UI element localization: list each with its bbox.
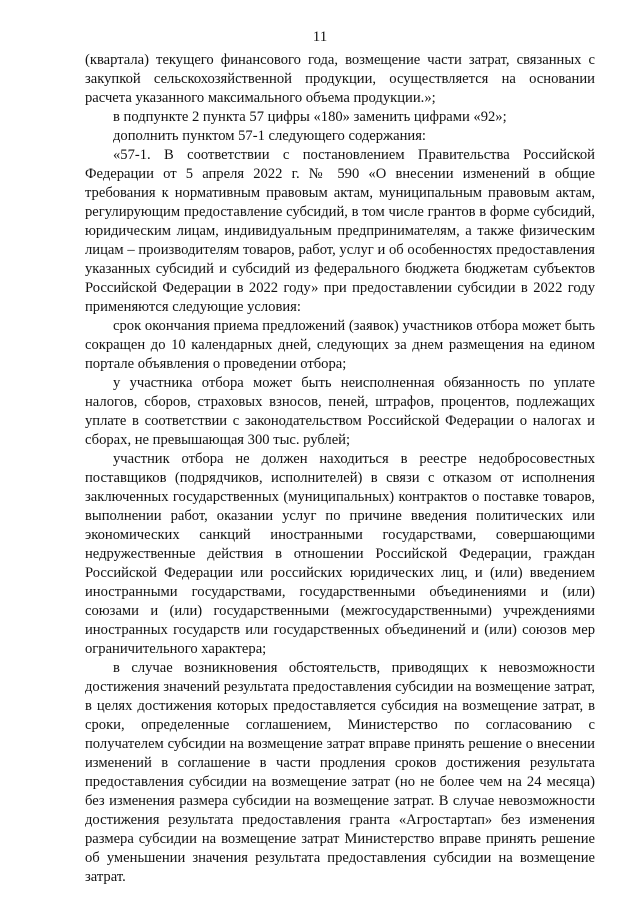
paragraph-add-item: дополнить пунктом 57-1 следующего содержания: [113,128,426,144]
paragraph-tax-debt-condition: у участника отбора может быть неисполненная обязанность по уплате налогов, сборов, страховых взносов, пеней, штрафов, процентов, подлежащих уплате в соответствии с законодательством Российской Федерации о налогах и сборах, не превышающая 300 тыс. рублей; [85,375,595,448]
paragraph-amendment-digits: в подпункте 2 пункта 57 цифры «180» заменить цифрами «92»; [113,109,507,125]
paragraph-item-57-1: «57-1. В соответствии с постановлением Правительства Российской Федерации от 5 апреля 2022 г. № 590 «О внесении изменений в общие требования к нормативным правовым актам, муниципальным правовым актам, регулирующим предоставление субсидий, в том числе грантов в форме субсидий, юридическим лицам, индивидуальным предпринимателям, а также физическим лицам – производителям товаров, работ, услуг и об особенностях предоставления указанных субсидий и субсидий из федерального бюджета бюджетам субъектов Российской Федерации в 2022 году» при предоставлении субсидии в 2022 году применяются следующие условия: [85,147,595,315]
document-body [85,51,595,887]
paragraph-registry-condition: участник отбора не должен находиться в реестре недобросовестных поставщиков (подрядчиков, исполнителей) в связи с отказом от исполнения заключенных государственных (муниципальных) контрактов о поставке товаров, выполнении работ, оказании услуг по причине введения политических или экономических санкций иностранными государствами, совершающими недружественные действия в отношении Российской Федерации, граждан Российской Федерации или российских юридических лиц, и (или) введением иностранными государствами, государственными объединениями и (или) союзами и (или) государственными (межгосударственными) учреждениями иностранных государств или государственных объединений и (или) союзов мер ограничительного характера; [85,451,595,657]
paragraph-deadline-condition: срок окончания приема предложений (заявок) участников отбора может быть сокращен до 10 календарных дней, следующих за днем размещения на едином портале объявления о проведении отбора; [85,318,595,372]
paragraph-continuation: (квартала) текущего финансового года, возмещение части затрат, связанных с закупкой сельскохозяйственной продукции, осуществляется на основании расчета указанного максимального объема продукции.»; [85,52,595,106]
paragraph-circumstances-condition: в случае возникновения обстоятельств, приводящих к невозможности достижения значений результата предоставления субсидии на возмещение затрат, в целях достижения которых предоставляется субсидия на возмещение затрат, в сроки, определенные соглашением, Министерство по согласованию с получателем субсидии на возмещение затрат вправе принять решение о внесении изменений в соглашение в части продления сроков достижения результата предоставления субсидии на возмещение затрат (но не более чем на 24 месяца) без изменения размера субсидии на возмещение затрат. В случае невозможности достижения результата предоставления гранта «Агростартап» без изменения размера субсидии на возмещение затрат Министерство вправе принять решение об уменьшении значения результата предоставления субсидии на возмещение затрат. [85,660,595,885]
page-number: 11 [312,29,328,45]
